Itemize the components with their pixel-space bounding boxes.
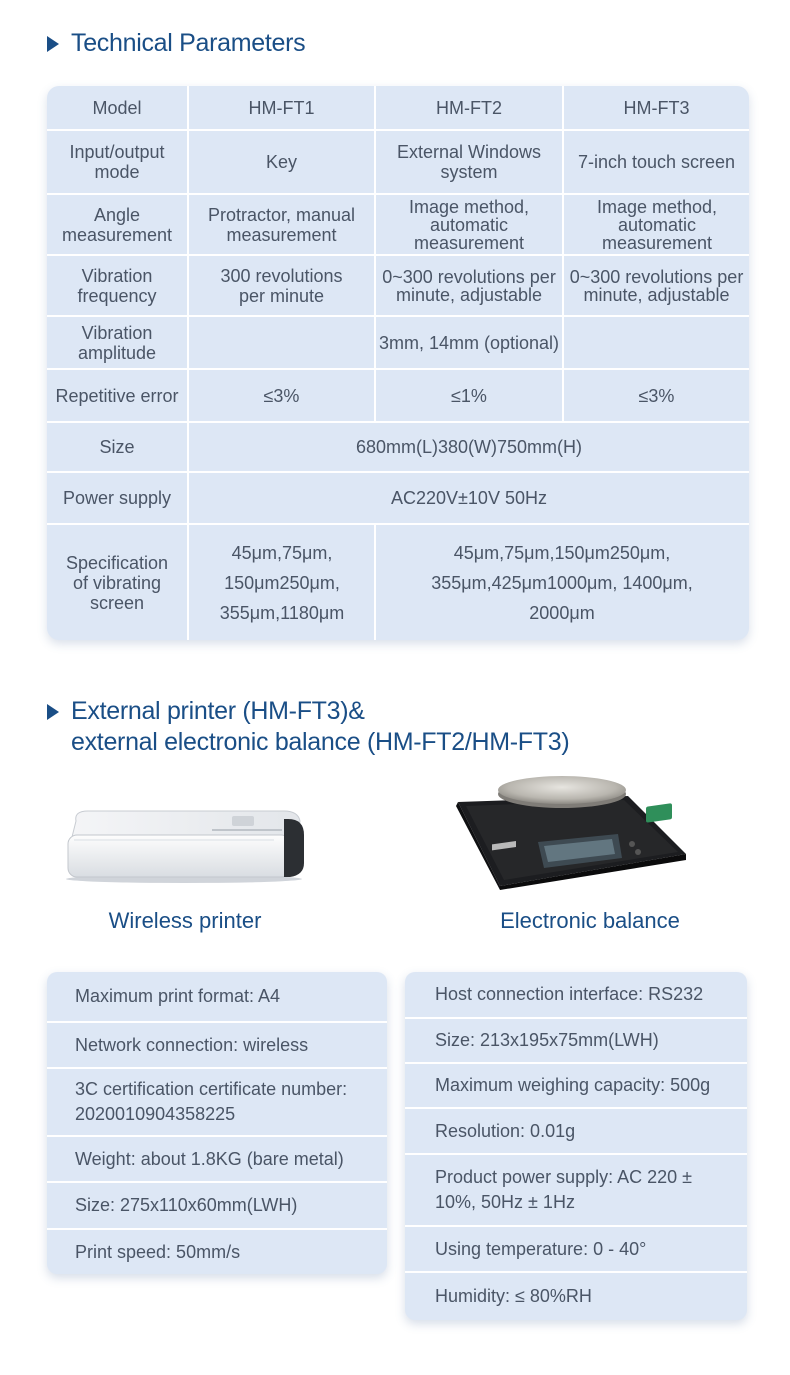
row-label-repetitive-error: Repetitive error (55, 385, 179, 406)
balance-spec-row: Host connection interface: RS232 (435, 984, 704, 1004)
angle-ft3: Image method, automatic measurement (596, 196, 718, 253)
section-title: Technical Parameters (71, 29, 306, 57)
balance-spec-row: Size: 213x195x75mm(LWH) (435, 1030, 659, 1050)
triangle-bullet-icon (47, 36, 59, 52)
rep-err-ft3: ≤3% (638, 385, 675, 406)
balance-spec-row: Humidity: ≤ 80%RH (435, 1286, 592, 1306)
electronic-balance-label: Electronic balance (500, 908, 680, 933)
wireless-printer-label: Wireless printer (108, 908, 262, 933)
row-label-power-supply: Power supply (62, 488, 172, 508)
screen-ft2-ft3: 45μm,75μm,150μm250μm, 355μm,425μm1000μm, 1400μm, 2000μm (431, 542, 693, 623)
header-hm-ft3: HM-FT3 (623, 97, 690, 118)
external-devices-heading (47, 696, 569, 758)
size-all: 680mm(L)380(W)750mm(H) (355, 437, 583, 457)
technical-parameters-heading (47, 28, 305, 59)
section-title-line2: external electronic balance (HM-FT2/HM-FT3) (71, 728, 570, 756)
balance-spec-row: Resolution: 0.01g (435, 1120, 576, 1141)
screen-ft1: 45μm,75μm, 150μm250μm, 355μm,1180μm (219, 542, 345, 623)
printer-spec-row: Weight: about 1.8KG (bare metal) (75, 1148, 344, 1169)
row-label-io-mode: Input/output mode (69, 142, 165, 182)
vib-freq-ft2: 0~300 revolutions per minute, adjustable (382, 266, 556, 305)
header-model: Model (92, 97, 142, 118)
vib-freq-ft3: 0~300 revolutions per minute, adjustable (569, 266, 744, 305)
printer-spec-row: Size: 275x110x60mm(LWH) (75, 1195, 298, 1215)
spec-table (47, 86, 749, 640)
printer-image (62, 805, 307, 885)
rep-err-ft1: ≤3% (263, 385, 300, 406)
header-hm-ft1: HM-FT1 (248, 97, 315, 118)
angle-ft2: Image method, automatic measurement (408, 196, 530, 253)
vib-amp-all: 3mm, 14mm (optional) (378, 332, 560, 353)
vib-freq-ft1: 300 revolutions per minute (220, 265, 343, 306)
printer-spec-row: 3C certification certificate number: 2020010904358225 (75, 1079, 348, 1124)
triangle-bullet-icon (47, 704, 59, 720)
balance-image (452, 772, 690, 890)
balance-spec-row: Product power supply: AC 220 ± 10%, 50Hz ± 1Hz (435, 1167, 693, 1212)
section-title-line1: External printer (HM-FT3)& (71, 697, 365, 725)
balance-spec-card (405, 972, 747, 1320)
row-label-angle: Angle measurement (61, 204, 173, 245)
printer-spec-row: Maximum print format: A4 (75, 986, 281, 1006)
header-hm-ft2: HM-FT2 (436, 97, 502, 118)
row-label-vibrating-screen: Specification of vibrating screen (65, 552, 169, 613)
row-label-vibration-amplitude: Vibration amplitude (77, 322, 157, 363)
printer-spec-card (47, 972, 387, 1274)
printer-spec-row: Print speed: 50mm/s (75, 1241, 241, 1262)
angle-ft1: Protractor, manual measurement (207, 204, 356, 245)
io-mode-ft1: Key (265, 152, 298, 172)
balance-spec-row: Using temperature: 0 - 40° (435, 1238, 647, 1259)
printer-spec-row: Network connection: wireless (75, 1034, 309, 1055)
balance-spec-row: Maximum weighing capacity: 500g (435, 1075, 711, 1095)
io-mode-ft3: 7-inch touch screen (577, 152, 736, 172)
power-all: AC220V±10V 50Hz (391, 488, 547, 508)
row-label-size: Size (99, 437, 135, 457)
rep-err-ft2: ≤1% (451, 385, 487, 406)
io-mode-ft2: External Windows system (396, 142, 542, 182)
row-label-vibration-frequency: Vibration frequency (77, 265, 157, 306)
